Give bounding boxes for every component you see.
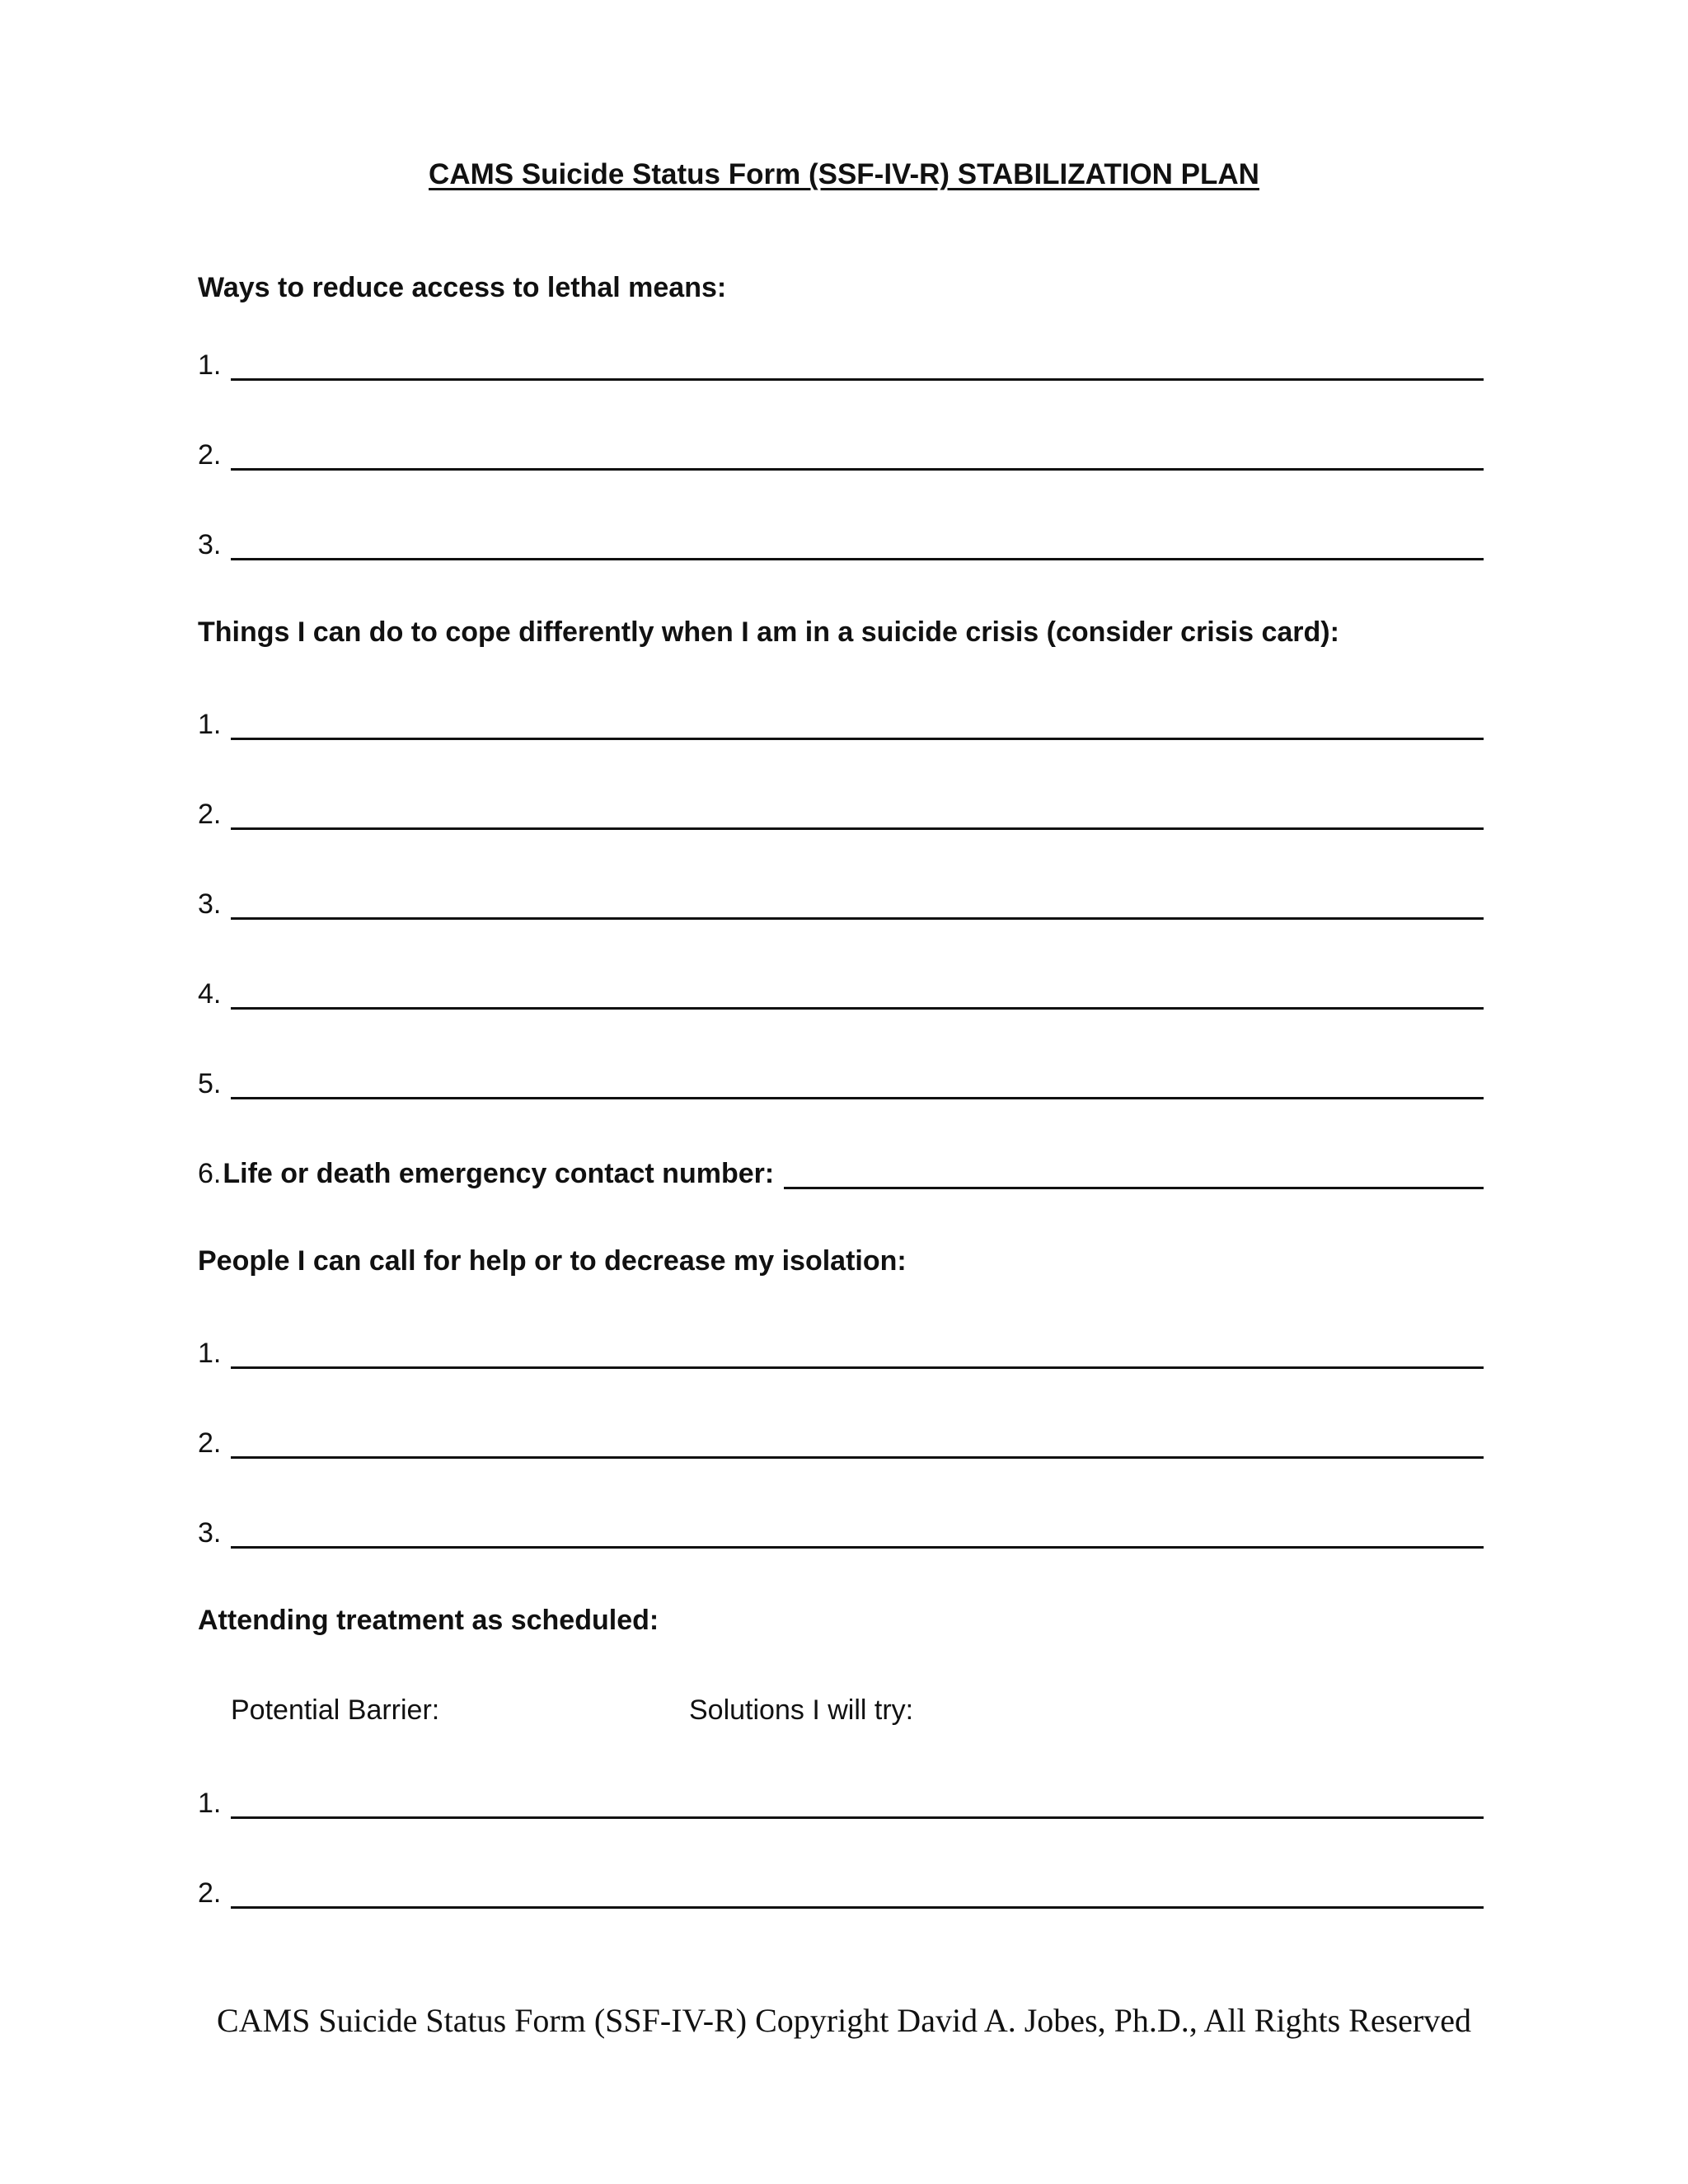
line-number: 1.: [198, 1338, 222, 1369]
emergency-contact-label: Life or death emergency contact number:: [223, 1158, 775, 1189]
people-line-3[interactable]: [198, 1512, 1484, 1549]
treatment-heading: Attending treatment as scheduled:: [198, 1605, 659, 1636]
people-line-2[interactable]: [198, 1422, 1484, 1459]
coping-heading: Things I can do to cope differently when I am in a suicide crisis (consider crisis card):: [198, 616, 1339, 648]
line-number: 2.: [198, 439, 222, 471]
fill-in-line[interactable]: [231, 558, 1484, 560]
lethal-means-line-2[interactable]: [198, 434, 1484, 471]
lethal-means-heading: Ways to reduce access to lethal means:: [198, 272, 727, 303]
fill-in-line[interactable]: [231, 1456, 1484, 1459]
copyright-footer: CAMS Suicide Status Form (SSF-IV-R) Copyright David A. Jobes, Ph.D., All Rights Reserved: [217, 2002, 1471, 2039]
coping-line-3[interactable]: [198, 883, 1484, 920]
line-number: 2.: [198, 799, 222, 830]
line-number: 5.: [198, 1068, 222, 1099]
fill-in-line[interactable]: [231, 1906, 1484, 1909]
fill-in-line[interactable]: [231, 1366, 1484, 1369]
treatment-line-1[interactable]: [198, 1783, 1484, 1819]
line-number: 3.: [198, 529, 222, 560]
people-line-1[interactable]: [198, 1333, 1484, 1369]
line-number: 6.: [198, 1158, 222, 1189]
fill-in-line[interactable]: [231, 1546, 1484, 1549]
fill-in-line[interactable]: [231, 1097, 1484, 1099]
lethal-means-line-1[interactable]: [198, 344, 1484, 381]
line-number: 1.: [198, 1788, 222, 1819]
emergency-contact-line[interactable]: [198, 1153, 1484, 1189]
line-number: 1.: [198, 709, 222, 740]
lethal-means-line-3[interactable]: [198, 524, 1484, 560]
fill-in-line[interactable]: [231, 378, 1484, 381]
coping-line-5[interactable]: [198, 1063, 1484, 1099]
coping-line-1[interactable]: [198, 704, 1484, 740]
coping-line-4[interactable]: [198, 973, 1484, 1010]
line-number: 3.: [198, 888, 222, 920]
line-number: 2.: [198, 1877, 222, 1909]
fill-in-line[interactable]: [231, 827, 1484, 830]
form-title: CAMS Suicide Status Form (SSF-IV-R) STABILIZATION PLAN: [429, 158, 1259, 190]
coping-line-2[interactable]: [198, 794, 1484, 830]
emergency-contact-field[interactable]: [784, 1187, 1484, 1189]
treatment-line-2[interactable]: [198, 1872, 1484, 1909]
fill-in-line[interactable]: [231, 1007, 1484, 1010]
line-number: 1.: [198, 349, 222, 381]
line-number: 3.: [198, 1517, 222, 1549]
fill-in-line[interactable]: [231, 1816, 1484, 1819]
solutions-label: Solutions I will try:: [689, 1694, 914, 1726]
potential-barrier-label: Potential Barrier:: [231, 1694, 440, 1726]
fill-in-line[interactable]: [231, 468, 1484, 471]
line-number: 2.: [198, 1427, 222, 1459]
line-number: 4.: [198, 978, 222, 1010]
fill-in-line[interactable]: [231, 738, 1484, 740]
fill-in-line[interactable]: [231, 917, 1484, 920]
people-heading: People I can call for help or to decrease my isolation:: [198, 1245, 907, 1277]
